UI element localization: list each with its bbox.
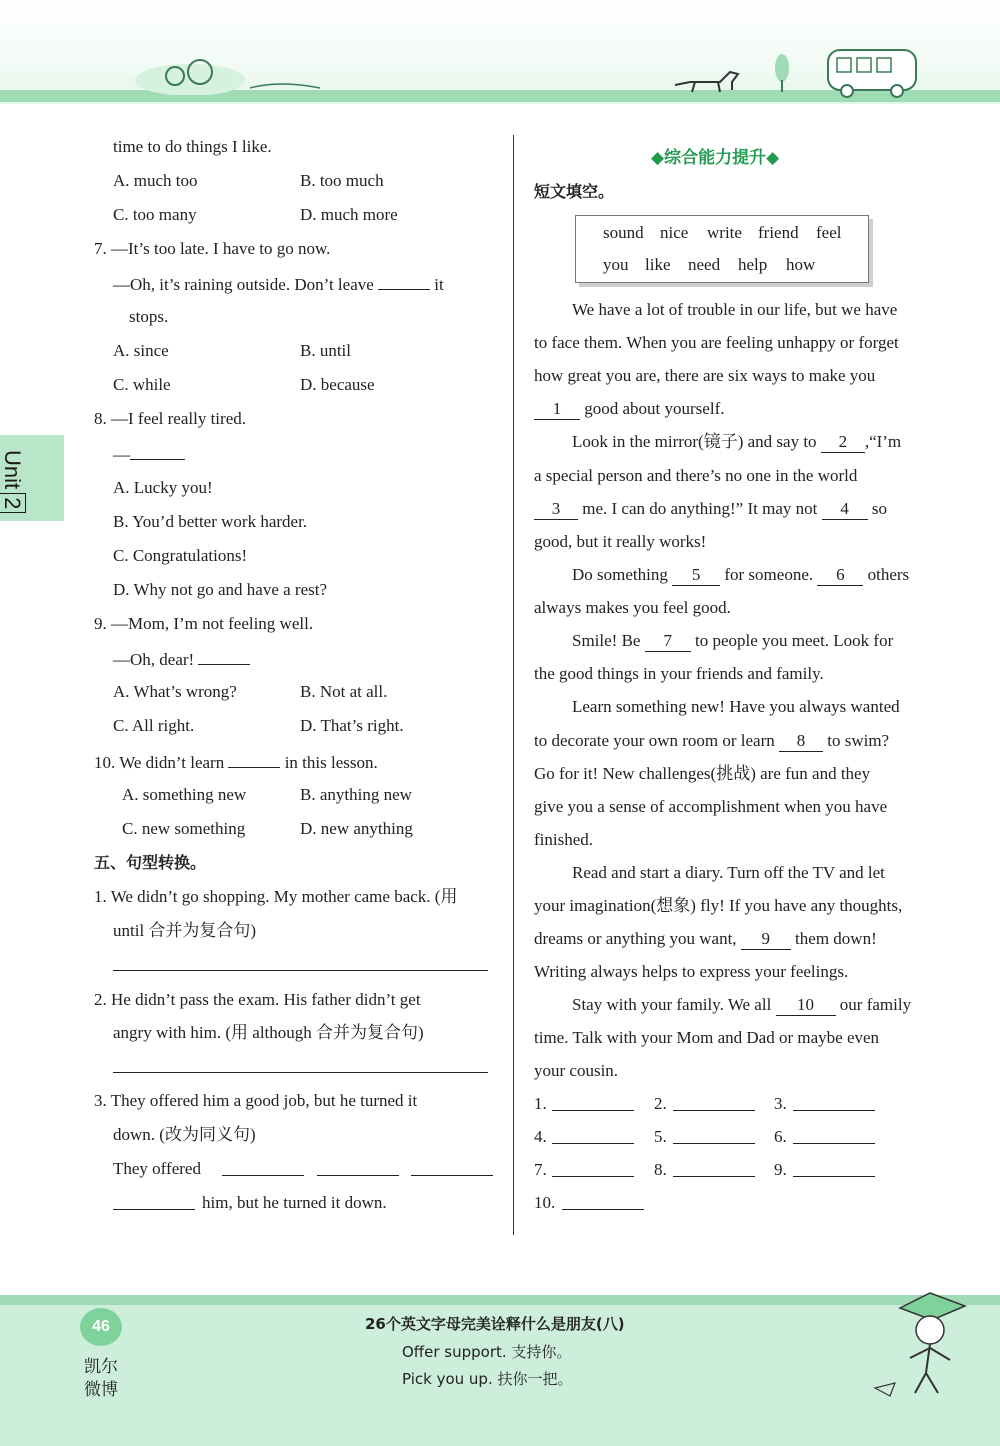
blank-7[interactable]: 7 bbox=[645, 631, 691, 652]
word-need: need bbox=[688, 255, 721, 274]
s2-answer-line[interactable] bbox=[113, 1072, 488, 1073]
q9-option-d: D. That’s right. bbox=[300, 716, 404, 735]
q7-option-c: C. while bbox=[113, 375, 171, 394]
answer-label-8: 8. bbox=[654, 1160, 667, 1179]
section-heading: ◆综合能力提升◆ bbox=[651, 148, 780, 168]
p5-line1: Learn something new! Have you always wanted bbox=[572, 697, 900, 716]
q9-option-c: C. All right. bbox=[113, 716, 195, 735]
tree-icon bbox=[770, 50, 800, 95]
q10-option-a: A. something new bbox=[122, 785, 247, 804]
footer-line2: Pick you up. 扶你一把。 bbox=[402, 1370, 573, 1388]
answer-label-3: 3. bbox=[774, 1094, 787, 1113]
p3-line1: Do something 5 for someone. 6 others bbox=[572, 565, 910, 584]
p5-line5: finished. bbox=[534, 830, 594, 849]
footer-line1: Offer support. 支持你。 bbox=[402, 1343, 572, 1361]
p3-line2: always makes you feel good. bbox=[534, 598, 731, 617]
q10-option-b: B. anything new bbox=[300, 785, 412, 804]
s3-blank-3[interactable] bbox=[411, 1175, 493, 1176]
q10-line1: 10. We didn’t learn in this lesson. bbox=[94, 753, 378, 772]
p1-line4: 1 good about yourself. bbox=[534, 399, 724, 420]
p6-line3: dreams or anything you want, 9 them down! bbox=[534, 929, 877, 948]
p7-line3: your cousin. bbox=[534, 1061, 619, 1080]
answer-label-4: 4. bbox=[534, 1127, 547, 1146]
dog-icon bbox=[670, 60, 750, 95]
q8-blank[interactable] bbox=[130, 443, 185, 460]
blank-1[interactable]: 1 bbox=[534, 399, 580, 420]
answer-line-1[interactable] bbox=[552, 1110, 634, 1111]
s1-answer-line[interactable] bbox=[113, 970, 488, 971]
p6-line1: Read and start a diary. Turn off the TV and let bbox=[572, 863, 885, 882]
answer-line-6[interactable] bbox=[793, 1143, 875, 1144]
header-band bbox=[0, 0, 1000, 104]
answer-label-9: 9. bbox=[774, 1160, 787, 1179]
blank-9[interactable]: 9 bbox=[741, 929, 791, 950]
q6-option-c: C. too many bbox=[113, 205, 197, 224]
s3-blank-4[interactable] bbox=[113, 1209, 195, 1210]
s1-line2: until 合并为复合句) bbox=[113, 921, 257, 940]
answer-line-2[interactable] bbox=[673, 1110, 755, 1111]
blank-5[interactable]: 5 bbox=[672, 565, 720, 586]
answer-line-5[interactable] bbox=[673, 1143, 755, 1144]
s2-line2: angry with him. (用 although 合并为复合句) bbox=[113, 1023, 424, 1042]
q9-line1: 9. —Mom, I’m not feeling well. bbox=[94, 614, 314, 633]
q6-option-b: B. too much bbox=[300, 171, 384, 190]
q8-option-d: D. Why not go and have a rest? bbox=[113, 580, 328, 599]
q8-option-b: B. You’d better work harder. bbox=[113, 512, 308, 531]
q7-line3: stops. bbox=[129, 307, 169, 326]
q7-option-b: B. until bbox=[300, 341, 352, 360]
q7-line1: 7. —It’s too late. I have to go now. bbox=[94, 239, 331, 258]
p2-line4: good, but it really works! bbox=[534, 532, 707, 551]
s1-line1: 1. We didn’t go shopping. My mother came back. (用 bbox=[94, 887, 458, 906]
word-friend: friend bbox=[758, 223, 799, 242]
blank-6[interactable]: 6 bbox=[817, 565, 863, 586]
p2-line3: 3 me. I can do anything!” It may not 4 so bbox=[534, 499, 887, 520]
word-how: how bbox=[786, 255, 816, 274]
answer-label-10: 10. bbox=[534, 1193, 556, 1212]
word-sound: sound bbox=[603, 223, 644, 242]
q7-line2: —Oh, it’s raining outside. Don’t leave it bbox=[113, 275, 444, 294]
section-5-title: 五、句型转换。 bbox=[94, 853, 207, 872]
word-help: help bbox=[738, 255, 768, 274]
s3-line4: him, but he turned it down. bbox=[202, 1193, 387, 1212]
word-you: you bbox=[603, 255, 629, 274]
page-number: 46 bbox=[80, 1308, 122, 1346]
s3-blank-1[interactable] bbox=[222, 1175, 304, 1176]
q8-option-c: C. Congratulations! bbox=[113, 546, 248, 565]
cartoon-figures-icon bbox=[130, 50, 330, 95]
footer-title: 26个英文字母完美诠释什么是朋友(八) bbox=[365, 1315, 625, 1333]
blank-8[interactable]: 8 bbox=[779, 731, 823, 752]
q6-continuation: time to do things I like. bbox=[113, 137, 272, 156]
s3-line2: down. (改为同义句) bbox=[113, 1125, 256, 1144]
blank-10[interactable]: 10 bbox=[776, 995, 836, 1016]
unit-number: 2 bbox=[0, 493, 26, 513]
s3-blank-2[interactable] bbox=[317, 1175, 399, 1176]
cartoon-boy-icon bbox=[870, 1288, 980, 1403]
answer-line-8[interactable] bbox=[673, 1176, 755, 1177]
word-feel: feel bbox=[816, 223, 842, 242]
answer-label-1: 1. bbox=[534, 1094, 547, 1113]
p5-line4: give you a sense of accomplishment when you have bbox=[534, 797, 888, 816]
p6-line2: your imagination(想象) fly! If you have any thoughts, bbox=[534, 896, 903, 915]
answer-label-5: 5. bbox=[654, 1127, 667, 1146]
q10-option-c: C. new something bbox=[122, 819, 246, 838]
q6-option-a: A. much too bbox=[113, 171, 198, 190]
word-like: like bbox=[645, 255, 671, 274]
answer-line-3[interactable] bbox=[793, 1110, 875, 1111]
p1-line3: how great you are, there are six ways to make you bbox=[534, 366, 876, 385]
q7-option-a: A. since bbox=[113, 341, 169, 360]
s3-line1: 3. They offered him a good job, but he turned it bbox=[94, 1091, 418, 1110]
unit-label: Unit2 bbox=[0, 450, 26, 513]
answer-label-6: 6. bbox=[774, 1127, 787, 1146]
p2-line2: a special person and there’s no one in the world bbox=[534, 466, 858, 485]
q6-option-d: D. much more bbox=[300, 205, 398, 224]
word-write: write bbox=[707, 223, 742, 242]
p1-line2: to face them. When you are feeling unhappy or forget bbox=[534, 333, 899, 352]
p4-line2: the good things in your friends and family. bbox=[534, 664, 824, 683]
blank-2[interactable]: 2 bbox=[821, 432, 865, 453]
bus-icon bbox=[825, 45, 920, 100]
q10-option-d: D. new anything bbox=[300, 819, 413, 838]
blank-4[interactable]: 4 bbox=[822, 499, 868, 520]
p7-line2: time. Talk with your Mom and Dad or maybe even bbox=[534, 1028, 880, 1047]
p7-line1: Stay with your family. We all 10 our family bbox=[572, 995, 912, 1014]
column-divider bbox=[513, 135, 514, 1235]
q8-option-a: A. Lucky you! bbox=[113, 478, 213, 497]
answer-line-10[interactable] bbox=[562, 1209, 644, 1210]
q8-line1: 8. —I feel really tired. bbox=[94, 409, 246, 428]
footer-stripe bbox=[0, 1295, 1000, 1305]
brand-line2: 微博 bbox=[84, 1380, 118, 1400]
q9-option-a: A. What’s wrong? bbox=[113, 682, 237, 701]
q7-blank[interactable] bbox=[378, 273, 430, 290]
q10-blank[interactable] bbox=[228, 751, 280, 768]
answer-line-7[interactable] bbox=[552, 1176, 634, 1177]
answer-label-7: 7. bbox=[534, 1160, 547, 1179]
p2-line1: Look in the mirror(镜子) and say to 2 ,“I’m bbox=[572, 432, 902, 451]
p5-line3: Go for it! New challenges(挑战) are fun and they bbox=[534, 764, 871, 783]
p4-line1: Smile! Be 7 to people you meet. Look for bbox=[572, 631, 894, 650]
answer-line-4[interactable] bbox=[552, 1143, 634, 1144]
q7-option-d: D. because bbox=[300, 375, 375, 394]
brand-line1: 凯尔 bbox=[84, 1357, 118, 1377]
answer-line-9[interactable] bbox=[793, 1176, 875, 1177]
blank-3[interactable]: 3 bbox=[534, 499, 578, 520]
q8-line2: — bbox=[113, 443, 185, 465]
word-nice: nice bbox=[660, 223, 689, 242]
p5-line2: to decorate your own room or learn 8 to swim? bbox=[534, 731, 890, 750]
q9-option-b: B. Not at all. bbox=[300, 682, 388, 701]
s3-line3: They offered bbox=[113, 1159, 201, 1178]
task-title: 短文填空。 bbox=[534, 182, 615, 201]
answer-label-2: 2. bbox=[654, 1094, 667, 1113]
q9-blank[interactable] bbox=[198, 648, 250, 665]
q9-line2: —Oh, dear! bbox=[113, 648, 250, 670]
p1-line1: We have a lot of trouble in our life, but we have bbox=[572, 300, 898, 319]
s2-line1: 2. He didn’t pass the exam. His father didn’t get bbox=[94, 990, 421, 1009]
p6-line4: Writing always helps to express your feelings. bbox=[534, 962, 849, 981]
